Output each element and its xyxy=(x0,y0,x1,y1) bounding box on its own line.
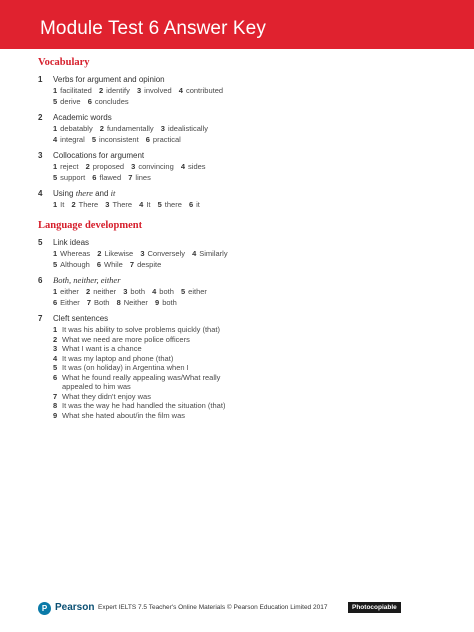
answer-number: 4 xyxy=(180,162,186,171)
answer-number: 3 xyxy=(160,124,165,133)
question-number: 6 xyxy=(38,276,43,285)
answer-number: 3 xyxy=(140,249,145,258)
answer-text: contributed xyxy=(185,86,224,95)
answer-number: 5 xyxy=(91,135,97,144)
answer-number: 2 xyxy=(86,287,91,296)
answer-text: While xyxy=(104,260,123,269)
photocopiable-badge: Photocopiable xyxy=(348,602,401,613)
answer-number: 7 xyxy=(86,298,92,307)
answer-number: 2 xyxy=(99,124,104,133)
answer-list xyxy=(38,325,438,420)
answer-text: sides xyxy=(188,162,206,171)
answer-text: Both xyxy=(94,298,110,307)
answer-number: 1 xyxy=(53,162,58,171)
answer-text: Either xyxy=(60,298,80,307)
answer-text: Although xyxy=(60,260,90,269)
answer-number: 7 xyxy=(128,173,133,182)
answer-text: What we need are more police officers xyxy=(62,334,190,344)
answer-text: both xyxy=(159,287,174,296)
answer-text: inconsistent xyxy=(99,135,139,144)
answer-text: It was his ability to solve problems quickly (that) xyxy=(62,325,220,334)
answer-line xyxy=(38,86,438,96)
question-title-italic: there xyxy=(75,188,93,198)
question-title: Verbs for argument and opinion xyxy=(53,75,165,84)
question-number: 5 xyxy=(38,238,43,247)
list-item xyxy=(53,335,438,345)
answer-line xyxy=(38,200,438,210)
answer-number: 8 xyxy=(116,298,121,307)
question-number: 3 xyxy=(38,151,43,160)
answer-number: 2 xyxy=(98,86,104,95)
answer-text: What I want is a chance xyxy=(62,344,142,353)
answer-number: 3 xyxy=(123,287,128,296)
list-item xyxy=(53,401,438,411)
answer-text: it xyxy=(196,200,200,209)
answer-line xyxy=(38,249,438,259)
answer-number: 6 xyxy=(96,260,102,269)
answer-text: It was my laptop and phone (that) xyxy=(62,353,174,363)
answer-number: 6 xyxy=(188,200,194,209)
answer-number: 3 xyxy=(131,162,136,171)
answer-text: facilitated xyxy=(60,86,92,95)
answer-text: either xyxy=(60,287,79,296)
answer-text: Similarly xyxy=(199,249,228,258)
answer-number: 4 xyxy=(178,86,183,95)
section-title-vocabulary: Vocabulary xyxy=(38,57,90,68)
list-item xyxy=(53,354,438,364)
answer-number: 1 xyxy=(53,325,58,334)
answer-text: Conversely xyxy=(147,249,185,258)
answer-line xyxy=(38,124,438,134)
answer-line xyxy=(38,287,438,297)
answer-number: 5 xyxy=(180,287,186,296)
answer-number: 3 xyxy=(136,86,142,95)
answer-line xyxy=(38,162,438,172)
question-title: Collocations for argument xyxy=(53,151,145,160)
answer-number: 5 xyxy=(53,173,58,182)
answer-text: What they didn't enjoy was xyxy=(62,391,151,401)
answer-text: debatably xyxy=(60,124,93,133)
answer-line xyxy=(38,135,438,145)
answer-number: 2 xyxy=(71,200,76,209)
section-title-language-development: Language development xyxy=(38,220,143,231)
question-title-italic: it xyxy=(110,188,116,198)
question-title: Link ideas xyxy=(53,238,90,247)
answer-number: 6 xyxy=(92,173,97,182)
question-number: 4 xyxy=(38,189,43,198)
answer-text: Neither xyxy=(123,298,148,307)
question-7 xyxy=(38,313,438,420)
answer-number: 1 xyxy=(53,287,58,296)
answer-number: 1 xyxy=(53,200,58,209)
question-4 xyxy=(38,188,438,210)
answer-text: flawed xyxy=(99,173,122,182)
answer-number: 4 xyxy=(192,249,197,258)
answer-text: Whereas xyxy=(60,249,91,258)
question-title: Cleft sentences xyxy=(53,314,109,323)
answer-text: reject xyxy=(60,162,79,171)
answer-number: 2 xyxy=(97,249,102,258)
answer-text: fundamentally xyxy=(106,124,154,133)
answer-number: 9 xyxy=(53,410,58,420)
answer-number: 3 xyxy=(105,200,110,209)
answer-text: there xyxy=(164,200,182,209)
question-title-part: and xyxy=(92,189,111,198)
question-5 xyxy=(38,237,438,270)
pearson-logo-wordmark: Pearson xyxy=(55,602,95,613)
answer-number: 1 xyxy=(53,124,58,133)
answer-text: concludes xyxy=(94,97,129,106)
page-title: Module Test 6 Answer Key xyxy=(40,18,266,39)
answer-text: It was the way he had handled the situation (that) xyxy=(62,401,226,410)
answer-text: What he found really appealing was/What really xyxy=(62,372,221,382)
list-item xyxy=(53,392,438,402)
answer-number: 6 xyxy=(53,372,58,382)
answer-text: convincing xyxy=(138,162,174,171)
question-3 xyxy=(38,150,438,183)
answer-number: 6 xyxy=(145,135,150,144)
answer-number: 8 xyxy=(53,401,58,410)
answer-number: 1 xyxy=(53,249,58,258)
answer-line xyxy=(38,298,438,308)
answer-text: Likewise xyxy=(104,249,134,258)
answer-line xyxy=(38,260,438,270)
list-item xyxy=(53,363,438,373)
answer-text: appealed to him was xyxy=(62,382,131,391)
answer-text: derive xyxy=(60,97,81,106)
answer-key-content xyxy=(38,57,438,425)
answer-text: despite xyxy=(137,260,162,269)
list-item-continuation xyxy=(53,382,438,392)
answer-text: proposed xyxy=(92,162,125,171)
pearson-logo-icon: P xyxy=(38,602,51,615)
answer-number: 1 xyxy=(53,86,58,95)
answer-text: It was (on holiday) in Argentina when I xyxy=(62,363,189,372)
copyright-text: Expert IELTS 7.5 Teacher's Online Materials © Pearson Education Limited 2017 xyxy=(98,604,328,611)
question-title: Academic words xyxy=(53,113,112,122)
answer-text: integral xyxy=(60,135,85,144)
answer-text: identify xyxy=(106,86,130,95)
answer-number: 5 xyxy=(157,200,162,209)
answer-number: 3 xyxy=(53,344,58,353)
answer-number: 2 xyxy=(85,162,90,171)
answer-number: 6 xyxy=(53,298,58,307)
answer-text: It xyxy=(146,200,151,209)
answer-text: involved xyxy=(144,86,172,95)
question-number: 7 xyxy=(38,314,43,323)
list-item xyxy=(53,373,438,383)
answer-text: What she hated about/in the film was xyxy=(62,410,185,420)
answer-text: There xyxy=(78,200,99,209)
answer-text: either xyxy=(188,287,207,296)
answer-number: 4 xyxy=(139,200,144,209)
answer-text: support xyxy=(60,173,86,182)
question-2 xyxy=(38,112,438,145)
answer-number: 5 xyxy=(53,260,58,269)
answer-number: 6 xyxy=(87,97,92,106)
answer-text: There xyxy=(112,200,133,209)
answer-text: practical xyxy=(152,135,181,144)
answer-line xyxy=(38,173,438,183)
list-item xyxy=(53,325,438,335)
list-item xyxy=(53,411,438,421)
answer-number: 4 xyxy=(53,353,58,363)
answer-number: 4 xyxy=(152,287,157,296)
page-header xyxy=(0,0,474,49)
answer-number: 7 xyxy=(53,391,58,401)
question-title-italic: Both, neither, either xyxy=(53,275,121,285)
question-1 xyxy=(38,74,438,107)
answer-number: 4 xyxy=(53,135,58,144)
answer-number: 5 xyxy=(53,363,58,372)
answer-text: idealistically xyxy=(167,124,208,133)
answer-number: 2 xyxy=(53,334,58,344)
answer-line xyxy=(38,97,438,107)
answer-text: neither xyxy=(93,287,117,296)
answer-number: 5 xyxy=(53,97,58,106)
question-number: 2 xyxy=(38,113,43,122)
answer-text: both xyxy=(162,298,177,307)
question-6 xyxy=(38,275,438,308)
answer-text: both xyxy=(130,287,146,296)
question-title-part: Using xyxy=(53,189,76,198)
answer-text: It xyxy=(60,200,65,209)
answer-number: 7 xyxy=(129,260,135,269)
answer-number: 9 xyxy=(155,298,160,307)
question-number: 1 xyxy=(38,75,43,84)
answer-text: lines xyxy=(135,173,151,182)
list-item xyxy=(53,344,438,354)
page-footer xyxy=(0,598,474,622)
